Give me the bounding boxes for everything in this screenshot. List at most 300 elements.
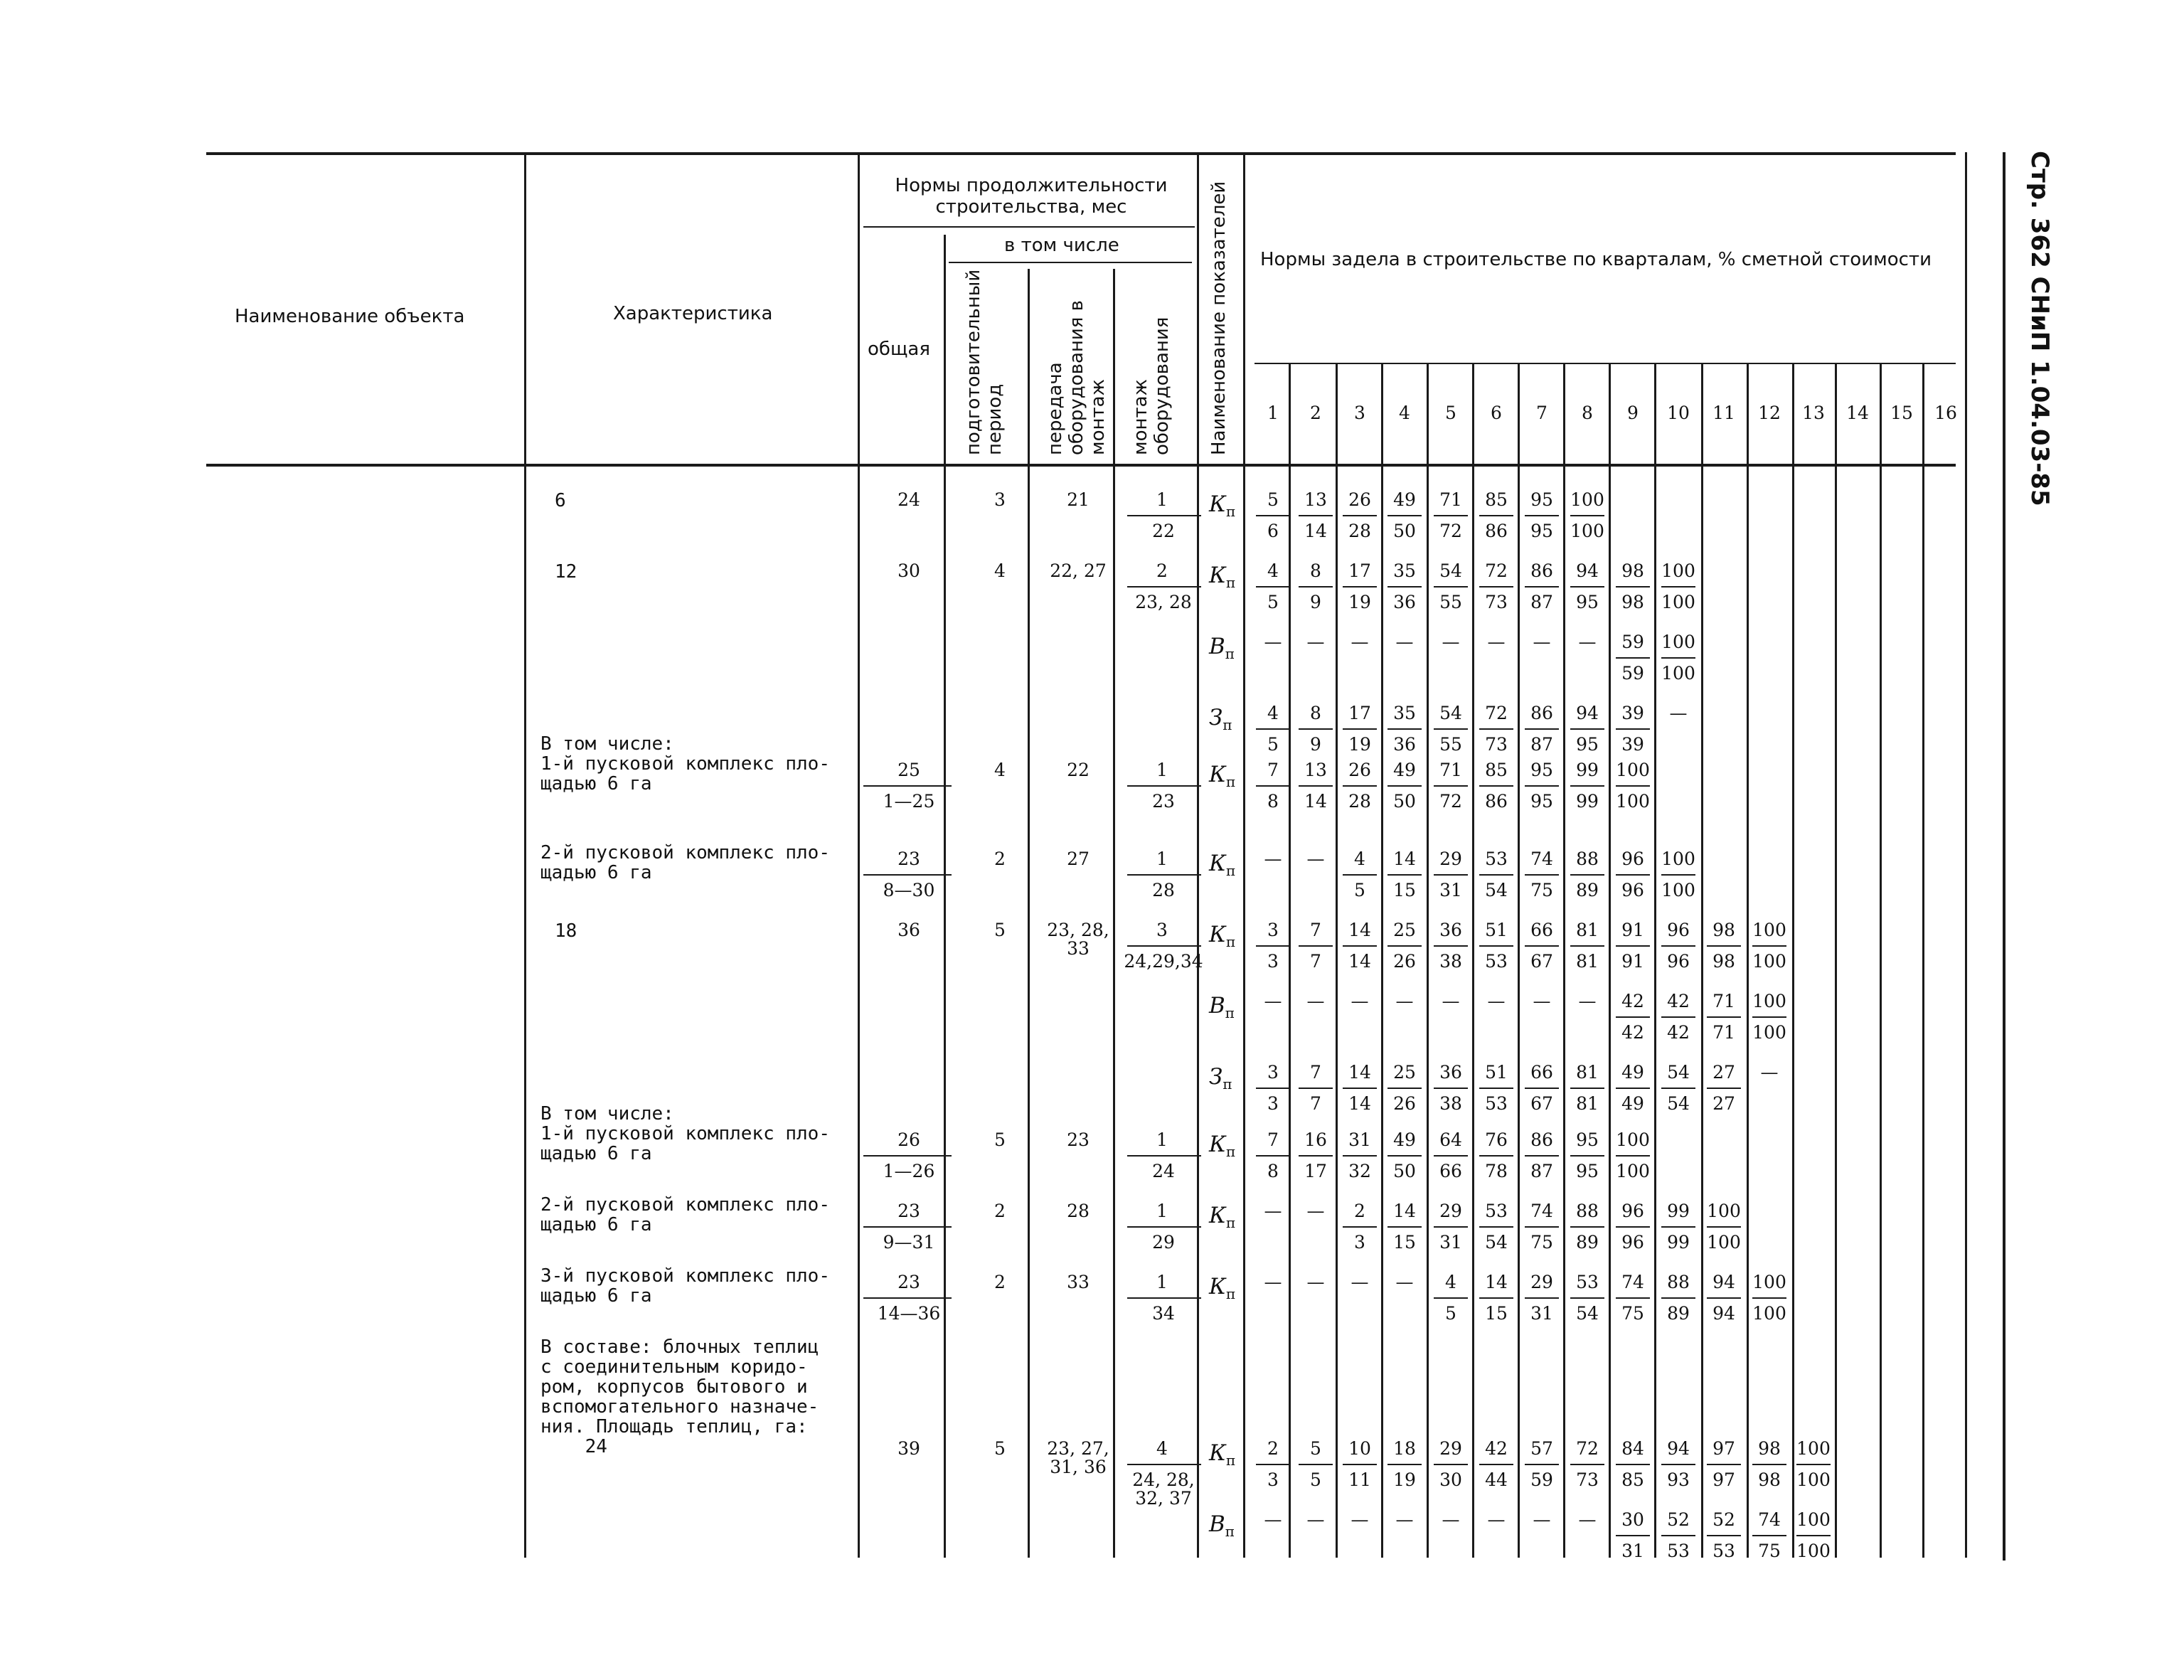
fraction-bar	[863, 1155, 952, 1157]
prep-period-header: подготовительный период	[963, 269, 1006, 455]
backlog-value: 4	[1267, 703, 1279, 723]
fraction-bar	[1387, 728, 1422, 730]
fraction-bar	[1661, 1297, 1695, 1299]
backlog-value-bottom: 96	[1621, 880, 1644, 900]
backlog-value-bottom: 96	[1667, 951, 1690, 972]
backlog-value-bottom: 49	[1621, 1093, 1644, 1114]
backlog-value-bottom: 66	[1439, 1161, 1462, 1181]
backlog-value-bottom: 15	[1393, 880, 1416, 900]
fraction-bar	[1343, 728, 1377, 730]
backlog-value-bottom: 81	[1576, 1093, 1599, 1114]
backlog-value: 35	[1393, 703, 1416, 723]
backlog-value-bottom: 59	[1530, 1469, 1553, 1490]
backlog-value: 35	[1393, 560, 1416, 581]
install-bottom-value: 34	[1152, 1303, 1175, 1324]
fraction-bar	[1525, 1088, 1559, 1089]
indicator-subscript: п	[1226, 1143, 1236, 1161]
column-rule	[1381, 363, 1383, 1558]
fraction-bar	[1127, 945, 1201, 947]
backlog-value: —	[1264, 1509, 1282, 1530]
backlog-value-bottom: 7	[1310, 951, 1321, 972]
column-rule	[1197, 152, 1199, 1558]
backlog-value-bottom: 71	[1712, 1022, 1735, 1043]
backlog-value: —	[1264, 1201, 1282, 1221]
backlog-value: 99	[1576, 760, 1599, 780]
fraction-bar	[1256, 1155, 1290, 1157]
fraction-bar	[1299, 785, 1333, 787]
fraction-bar	[1479, 1088, 1513, 1089]
backlog-value: 5	[1267, 489, 1279, 510]
install-bottom-value: 28	[1152, 880, 1175, 900]
backlog-value: —	[1760, 1062, 1779, 1083]
fraction-bar	[1434, 1297, 1468, 1299]
backlog-value: 100	[1796, 1509, 1831, 1530]
fraction-bar	[1127, 785, 1201, 787]
backlog-value: 100	[1570, 489, 1604, 510]
install-value: 4	[1156, 1438, 1168, 1459]
backlog-value: 59	[1621, 632, 1644, 652]
backlog-value-bottom: 97	[1712, 1469, 1735, 1490]
backlog-value: 88	[1667, 1272, 1690, 1292]
backlog-value: 54	[1439, 703, 1462, 723]
install-value: 1	[1156, 849, 1168, 869]
backlog-value-bottom: 89	[1576, 1232, 1599, 1253]
fraction-bar	[1387, 1226, 1422, 1228]
fraction-bar	[1387, 515, 1422, 516]
transfer-value: 23, 27, 31, 36	[1047, 1438, 1109, 1477]
column-rule	[1563, 363, 1565, 1558]
backlog-value: 7	[1267, 1129, 1279, 1150]
backlog-value-bottom: 53	[1485, 1093, 1508, 1114]
backlog-value: —	[1578, 991, 1597, 1011]
backlog-value-bottom: 3	[1267, 951, 1279, 972]
backlog-value: 72	[1485, 560, 1508, 581]
backlog-value: 2	[1267, 1438, 1279, 1459]
total-value: 25	[897, 760, 920, 780]
indicator-letter: З	[1209, 1064, 1223, 1090]
backlog-value-bottom: 14	[1304, 521, 1327, 541]
backlog-value-bottom: 9	[1310, 592, 1321, 612]
fraction-bar	[1661, 1535, 1695, 1536]
backlog-value-bottom: 100	[1661, 663, 1695, 684]
indicator-letter: К	[1209, 851, 1226, 876]
fraction-bar	[1299, 945, 1333, 947]
fraction-bar	[1256, 785, 1290, 787]
backlog-value-bottom: 81	[1576, 951, 1599, 972]
backlog-value-bottom: 100	[1796, 1469, 1831, 1490]
backlog-value: —	[1395, 1272, 1414, 1292]
fraction-bar	[1479, 515, 1513, 516]
indicator-subscript: п	[1225, 1523, 1235, 1541]
backlog-value: —	[1306, 849, 1325, 869]
fraction-bar	[1796, 1464, 1831, 1465]
column-rule	[1609, 363, 1611, 1558]
backlog-value: —	[1669, 703, 1688, 723]
fraction-bar	[1570, 515, 1604, 516]
fraction-bar	[1479, 785, 1513, 787]
indicator-symbol	[1209, 636, 1235, 661]
backlog-value-bottom: 75	[1530, 1232, 1553, 1253]
backlog-value-bottom: 5	[1445, 1303, 1456, 1324]
backlog-value: 81	[1576, 1062, 1599, 1083]
backlog-value: 96	[1621, 1201, 1644, 1221]
fraction-bar	[1299, 1088, 1333, 1089]
backlog-value-bottom: 36	[1393, 592, 1416, 612]
backlog-value: 49	[1393, 760, 1416, 780]
object-label: В составе: блочных теплиц с соединительным коридо- ром, корпусов бытового и вспомогательного назначе- ния. Площадь теплиц, га: 24	[540, 1336, 819, 1457]
backlog-value-bottom: 89	[1576, 880, 1599, 900]
backlog-value: 30	[1621, 1509, 1644, 1530]
backlog-value: 66	[1530, 1062, 1553, 1083]
backlog-value: 74	[1530, 849, 1553, 869]
backlog-value: 36	[1439, 920, 1462, 940]
backlog-value: 27	[1712, 1062, 1735, 1083]
backlog-value: 81	[1576, 920, 1599, 940]
duration-norms-header: Нормы продолжительности строительства, мес	[895, 175, 1168, 218]
fraction-bar	[1525, 785, 1559, 787]
backlog-value: 7	[1310, 1062, 1321, 1083]
object-name-header: Наименование объекта	[235, 306, 465, 327]
indicator-symbol	[1209, 995, 1235, 1020]
column-rule	[1792, 363, 1794, 1558]
backlog-value: —	[1264, 1272, 1282, 1292]
indicator-symbol	[1209, 1442, 1235, 1467]
fraction-bar	[1387, 874, 1422, 876]
total-value: 30	[897, 560, 920, 581]
fraction-bar	[1616, 1226, 1650, 1228]
indicator-subscript: п	[1226, 1214, 1236, 1232]
backlog-value-bottom: 5	[1267, 734, 1279, 755]
quarter-number: 3	[1354, 403, 1365, 423]
backlog-value-bottom: 31	[1621, 1541, 1644, 1561]
backlog-value-bottom: 99	[1667, 1232, 1690, 1253]
install-value: 1	[1156, 1129, 1168, 1150]
install-bottom-value: 23, 28	[1135, 592, 1192, 612]
column-rule	[524, 152, 526, 1558]
backlog-value: 8	[1310, 703, 1321, 723]
prep-value: 2	[994, 1272, 1006, 1292]
fraction-bar	[1616, 1535, 1650, 1536]
column-rule	[1880, 363, 1882, 1558]
indicator-letter: К	[1209, 491, 1226, 517]
backlog-value: 100	[1752, 1272, 1786, 1292]
fraction-bar	[1616, 728, 1650, 730]
indicator-letter: К	[1209, 1132, 1226, 1157]
backlog-value: —	[1306, 1272, 1325, 1292]
backlog-value: —	[1442, 991, 1460, 1011]
fraction-bar	[1127, 515, 1201, 516]
fraction-bar	[1387, 1464, 1422, 1465]
including-divider	[949, 262, 1192, 263]
fraction-bar	[1434, 1464, 1468, 1465]
backlog-value-bottom: 38	[1439, 1093, 1462, 1114]
prep-value: 2	[994, 849, 1006, 869]
backlog-value: —	[1395, 632, 1414, 652]
backlog-value: 3	[1267, 920, 1279, 940]
backlog-value: 31	[1348, 1129, 1371, 1150]
backlog-value-bottom: 95	[1530, 521, 1553, 541]
backlog-value-bottom: 73	[1485, 734, 1508, 755]
backlog-value: 85	[1485, 489, 1508, 510]
column-rule	[944, 235, 946, 1558]
install-bottom-value: 24,29,34	[1124, 951, 1203, 972]
backlog-value-bottom: 72	[1439, 521, 1462, 541]
fraction-bar	[1299, 1464, 1333, 1465]
backlog-value: 14	[1393, 849, 1416, 869]
indicator-letter: К	[1209, 1203, 1226, 1228]
backlog-value-bottom: 36	[1393, 734, 1416, 755]
indicator-symbol	[1209, 1511, 1235, 1541]
indicator-symbol	[1209, 853, 1235, 878]
backlog-value-bottom: 5	[1354, 880, 1365, 900]
backlog-value-bottom: 85	[1621, 1469, 1644, 1490]
column-rule	[1289, 363, 1291, 1558]
indicator-symbol	[1209, 565, 1235, 590]
fraction-bar	[1752, 1464, 1786, 1465]
fraction-bar	[1616, 1088, 1650, 1089]
fraction-bar	[1479, 1226, 1513, 1228]
backlog-value-bottom: 39	[1621, 734, 1644, 755]
indicator-symbol	[1209, 924, 1235, 949]
backlog-value-bottom: 3	[1267, 1093, 1279, 1114]
indicator-letter: К	[1209, 922, 1226, 947]
indicator-letter: В	[1209, 634, 1225, 659]
fraction-bar	[1707, 1016, 1741, 1018]
fraction-bar	[1343, 785, 1377, 787]
prep-value: 4	[994, 560, 1006, 581]
backlog-value-bottom: 17	[1304, 1161, 1327, 1181]
column-rule	[1654, 363, 1656, 1558]
column-rule	[1701, 363, 1703, 1558]
backlog-value-bottom: 98	[1621, 592, 1644, 612]
object-label: 6	[555, 490, 566, 511]
backlog-norms-header: Нормы задела в строительстве по кварталам, % сметной стоимости	[1260, 249, 1932, 270]
backlog-value: 42	[1667, 991, 1690, 1011]
install-value: 1	[1156, 760, 1168, 780]
prep-value: 2	[994, 1201, 1006, 1221]
indicator-subscript: п	[1226, 503, 1236, 521]
backlog-value: 66	[1530, 920, 1553, 940]
indicator-symbol	[1209, 491, 1236, 521]
backlog-value-bottom: 26	[1393, 1093, 1416, 1114]
quarter-number: 8	[1582, 403, 1593, 423]
backlog-value-bottom: 53	[1667, 1541, 1690, 1561]
backlog-value: 16	[1304, 1129, 1327, 1150]
fraction-bar	[1570, 728, 1604, 730]
fraction-bar	[1387, 945, 1422, 947]
backlog-value-bottom: 32	[1348, 1161, 1371, 1181]
backlog-value-bottom: 87	[1530, 1161, 1553, 1181]
backlog-value: 98	[1712, 920, 1735, 940]
fraction-bar	[1343, 874, 1377, 876]
column-rule	[1518, 363, 1520, 1558]
indicator-subscript: п	[1226, 574, 1236, 592]
backlog-header-divider	[1255, 363, 1956, 364]
fraction-bar	[1434, 945, 1468, 947]
backlog-value-bottom: 50	[1393, 1161, 1416, 1181]
backlog-value: 13	[1304, 489, 1327, 510]
fraction-bar	[1570, 785, 1604, 787]
backlog-value-bottom: 3	[1354, 1232, 1365, 1253]
backlog-value-bottom: 8	[1267, 1161, 1279, 1181]
fraction-bar	[1525, 874, 1559, 876]
backlog-value-bottom: 75	[1621, 1303, 1644, 1324]
fraction-bar	[1299, 1155, 1333, 1157]
total-range-value: 14—36	[877, 1303, 941, 1324]
backlog-value-bottom: 100	[1661, 880, 1695, 900]
total-range-value: 9—31	[883, 1232, 935, 1253]
fraction-bar	[1661, 586, 1695, 588]
backlog-value: 4	[1445, 1272, 1456, 1292]
fraction-bar	[1343, 1155, 1377, 1157]
fraction-bar	[1127, 874, 1201, 876]
backlog-value-bottom: 54	[1485, 1232, 1508, 1253]
indicator-subscript: п	[1225, 645, 1235, 663]
backlog-value: 53	[1485, 849, 1508, 869]
fraction-bar	[1570, 1155, 1604, 1157]
install-bottom-value: 23	[1152, 791, 1175, 812]
indicator-subscript: п	[1226, 773, 1236, 791]
backlog-value: —	[1264, 632, 1282, 652]
backlog-value-bottom: 86	[1485, 521, 1508, 541]
fraction-bar	[1479, 1464, 1513, 1465]
fraction-bar	[1525, 1464, 1559, 1465]
indicator-letter: К	[1209, 563, 1226, 588]
backlog-value: —	[1264, 991, 1282, 1011]
fraction-bar	[1616, 1297, 1650, 1299]
fraction-bar	[1127, 1155, 1201, 1157]
indicator-letter: В	[1209, 993, 1225, 1019]
backlog-value: 2	[1354, 1201, 1365, 1221]
fraction-bar	[1707, 1088, 1741, 1089]
transfer-value: 27	[1067, 849, 1090, 869]
backlog-value: 8	[1310, 560, 1321, 581]
backlog-value: 51	[1485, 1062, 1508, 1083]
backlog-value: 71	[1439, 760, 1462, 780]
backlog-value: —	[1487, 991, 1506, 1011]
backlog-value: 7	[1267, 760, 1279, 780]
backlog-value: —	[1351, 1272, 1369, 1292]
backlog-value: 94	[1667, 1438, 1690, 1459]
total-value: 23	[897, 1201, 920, 1221]
fraction-bar	[1387, 1088, 1422, 1089]
fraction-bar	[1525, 1297, 1559, 1299]
fraction-bar	[1479, 1155, 1513, 1157]
fraction-bar	[1434, 1226, 1468, 1228]
backlog-value: 25	[1393, 1062, 1416, 1083]
backlog-value: 52	[1667, 1509, 1690, 1530]
backlog-value-bottom: 27	[1712, 1093, 1735, 1114]
fraction-bar	[1570, 874, 1604, 876]
backlog-value: 4	[1267, 560, 1279, 581]
total-value: 24	[897, 489, 920, 510]
fraction-bar	[1616, 945, 1650, 947]
backlog-value: 86	[1530, 560, 1553, 581]
fraction-bar	[1434, 515, 1468, 516]
backlog-value: 76	[1485, 1129, 1508, 1150]
prep-value: 5	[994, 1129, 1006, 1150]
backlog-value: 100	[1752, 920, 1786, 940]
column-rule	[1336, 363, 1338, 1558]
object-label: В том числе: 1-й пусковой комплекс пло- щадью 6 га	[540, 733, 830, 794]
total-value: 23	[897, 849, 920, 869]
transfer-value: 23, 28, 33	[1047, 920, 1109, 959]
transfer-value: 23	[1067, 1129, 1090, 1150]
backlog-value: 14	[1348, 920, 1371, 940]
fraction-bar	[1127, 1297, 1201, 1299]
backlog-value: 85	[1485, 760, 1508, 780]
backlog-value-bottom: 100	[1661, 592, 1695, 612]
top-rule	[206, 152, 1956, 155]
install-value: 1	[1156, 489, 1168, 510]
duration-norms-divider	[863, 226, 1195, 228]
backlog-value-bottom: 5	[1267, 592, 1279, 612]
backlog-value-bottom: 54	[1667, 1093, 1690, 1114]
backlog-value-bottom: 19	[1348, 734, 1371, 755]
backlog-value-bottom: 94	[1712, 1303, 1735, 1324]
quarter-number: 11	[1712, 403, 1735, 423]
backlog-value: 74	[1758, 1509, 1781, 1530]
backlog-value-bottom: 100	[1796, 1541, 1831, 1561]
equipment-install-header: монтаж оборудования	[1130, 317, 1173, 455]
backlog-value: 14	[1485, 1272, 1508, 1292]
indicator-symbol	[1209, 1276, 1235, 1301]
column-rule	[1113, 269, 1115, 1558]
backlog-value-bottom: 86	[1485, 791, 1508, 812]
fraction-bar	[1299, 728, 1333, 730]
backlog-value-bottom: 8	[1267, 791, 1279, 812]
backlog-value: —	[1533, 991, 1551, 1011]
fraction-bar	[1707, 1535, 1741, 1536]
backlog-value: 26	[1348, 760, 1371, 780]
backlog-value: —	[1442, 1509, 1460, 1530]
fraction-bar	[1661, 657, 1695, 659]
backlog-value-bottom: 93	[1667, 1469, 1690, 1490]
fraction-bar	[1796, 1535, 1831, 1536]
backlog-value: 53	[1485, 1201, 1508, 1221]
backlog-value: —	[1264, 849, 1282, 869]
backlog-value-bottom: 87	[1530, 734, 1553, 755]
backlog-value-bottom: 50	[1393, 791, 1416, 812]
backlog-value: —	[1395, 1509, 1414, 1530]
fraction-bar	[1570, 1088, 1604, 1089]
fraction-bar	[1616, 1464, 1650, 1465]
backlog-value: 25	[1393, 920, 1416, 940]
backlog-value: 100	[1796, 1438, 1831, 1459]
backlog-value-bottom: 6	[1267, 521, 1279, 541]
backlog-value: 72	[1576, 1438, 1599, 1459]
fraction-bar	[1752, 1297, 1786, 1299]
backlog-value-bottom: 54	[1576, 1303, 1599, 1324]
backlog-value-bottom: 87	[1530, 592, 1553, 612]
backlog-value-bottom: 91	[1621, 951, 1644, 972]
column-rule	[858, 152, 860, 1558]
quarter-number: 15	[1890, 403, 1913, 423]
total-range-value: 1—25	[883, 791, 935, 812]
backlog-value: —	[1578, 632, 1597, 652]
transfer-value: 21	[1067, 489, 1090, 510]
total-value: 36	[897, 920, 920, 940]
install-bottom-value: 22	[1152, 521, 1175, 541]
backlog-value: 5	[1310, 1438, 1321, 1459]
prep-value: 5	[994, 1438, 1006, 1459]
fraction-bar	[1479, 945, 1513, 947]
backlog-value: 64	[1439, 1129, 1462, 1150]
fraction-bar	[1343, 1088, 1377, 1089]
backlog-value: 54	[1667, 1062, 1690, 1083]
fraction-bar	[1570, 586, 1604, 588]
backlog-value: —	[1306, 1201, 1325, 1221]
